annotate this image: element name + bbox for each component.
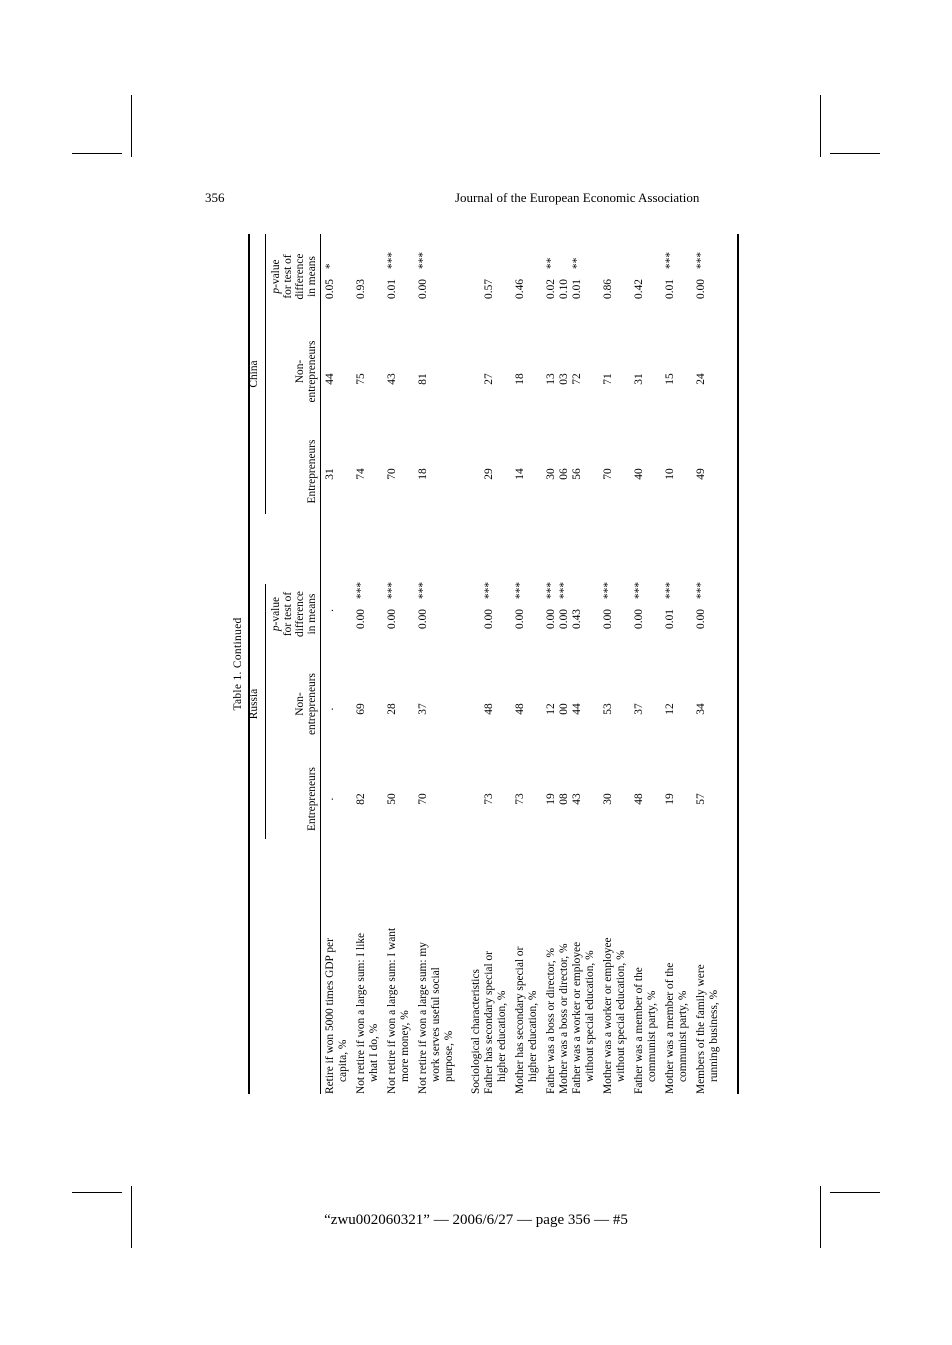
china-non-entrepreneurs-header-line: entrepreneurs (306, 340, 318, 403)
russia-pvalue: 0.00 (514, 609, 526, 629)
row-label-line: what I do, % (368, 1023, 380, 1082)
row-label-line: without special education, % (584, 950, 596, 1082)
china-pvalue: 0.86 (602, 279, 614, 299)
china-non-entrepreneurs-value: 15 (664, 373, 676, 385)
row-label-line: Not retire if won a large sum: my (417, 942, 429, 1094)
china-pvalue: 0.00 (695, 279, 707, 299)
china-non-entrepreneurs-value: 44 (324, 373, 336, 385)
russia-entrepreneurs-value: 73 (514, 793, 526, 805)
china-significance: ** (545, 257, 557, 269)
row-label-line: Mother has secondary special or (514, 946, 526, 1094)
russia-non-entrepreneurs-header-line: Non- (294, 692, 306, 716)
russia-significance: *** (664, 581, 676, 599)
russia-non-entrepreneurs-value: 44 (571, 703, 583, 715)
row-label-line: Mother was a boss or director, % (558, 943, 570, 1094)
china-entrepreneurs-header (268, 424, 318, 519)
china-pvalue-header-line: for test of (282, 254, 294, 299)
bottom-rule (737, 234, 739, 1094)
china-entrepreneurs-value: 49 (695, 468, 707, 480)
china-entrepreneurs-value: 18 (417, 468, 429, 480)
crop-mark (820, 95, 821, 157)
china-non-entrepreneurs-value: 43 (386, 373, 398, 385)
crop-mark (830, 153, 880, 154)
china-pvalue: 0.10 (558, 279, 570, 299)
russia-non-entrepreneurs-value: 69 (355, 703, 367, 715)
russia-non-entrepreneurs-value: 48 (514, 703, 526, 715)
row-label (355, 859, 381, 1094)
china-pvalue: 0.01 (664, 279, 676, 299)
china-pvalue-header-line: p-value (270, 259, 282, 294)
china-pvalue: 0.05 (324, 279, 336, 299)
row-label (324, 859, 350, 1094)
row-label-line: communist party, % (646, 990, 658, 1082)
p-italic: p (270, 625, 282, 632)
russia-significance: *** (545, 581, 557, 599)
page-footer: “zwu002060321” — 2006/6/27 — page 356 — #5 (324, 1212, 628, 1228)
russia-rule (265, 584, 266, 839)
russia-entrepreneurs-value: . (324, 797, 336, 801)
crop-mark (830, 1192, 880, 1193)
row-label-line: work serves useful social (430, 967, 442, 1082)
crop-mark (131, 95, 132, 157)
russia-entrepreneurs-value: 19 (664, 793, 676, 805)
china-non-entrepreneurs-value: 72 (571, 373, 583, 385)
row-label (483, 859, 509, 1094)
china-pvalue: 0.57 (483, 279, 495, 299)
russia-non-entrepreneurs-header (268, 659, 318, 749)
china-entrepreneurs-value: 70 (602, 468, 614, 480)
russia-non-entrepreneurs-value: 37 (633, 703, 645, 715)
china-entrepreneurs-value: 10 (664, 468, 676, 480)
table-caption: Table 1. Continued (232, 617, 244, 711)
russia-entrepreneurs-value: 48 (633, 793, 645, 805)
russia-entrepreneurs-value: 57 (695, 793, 707, 805)
russia-non-entrepreneurs-value: 00 (558, 703, 570, 715)
china-non-entrepreneurs-value: 18 (514, 373, 526, 385)
russia-non-entrepreneurs-value: 28 (386, 703, 398, 715)
row-label-line: higher education, % (527, 990, 539, 1082)
china-significance: * (324, 263, 336, 269)
row-label-line: Mother was a worker or employee (602, 937, 614, 1094)
rotated-table (232, 234, 742, 1094)
china-pvalue: 0.93 (355, 279, 367, 299)
row-label-line: Father was a worker or employee (571, 941, 583, 1094)
russia-pvalue: 0.00 (602, 609, 614, 629)
china-significance: *** (417, 251, 429, 269)
russia-pvalue: 0.00 (558, 609, 570, 629)
row-label-line: more money, % (399, 1010, 411, 1082)
china-entrepreneurs-value: 14 (514, 468, 526, 480)
china-entrepreneurs-value: 56 (571, 468, 583, 480)
russia-non-entrepreneurs-header-line: entrepreneurs (306, 673, 318, 735)
russia-entrepreneurs-value: 70 (417, 793, 429, 805)
row-label (514, 859, 540, 1094)
china-significance: *** (386, 251, 398, 269)
section-heading: Sociological characteristics (470, 969, 482, 1094)
china-pvalue-header (268, 234, 318, 319)
row-label (571, 859, 597, 1094)
russia-pvalue-header-line: difference (294, 591, 306, 637)
russia-pvalue-header-line: in means (306, 593, 318, 635)
russia-pvalue-header-line: for test of (282, 591, 294, 637)
russia-pvalue: 0.43 (571, 609, 583, 629)
china-non-entrepreneurs-value: 71 (602, 373, 614, 385)
russia-significance: *** (386, 581, 398, 599)
russia-pvalue: 0.00 (633, 609, 645, 629)
row-label-line: Not retire if won a large sum: I like (355, 932, 367, 1094)
russia-pvalue: 0.00 (355, 609, 367, 629)
page-number: 356 (205, 190, 225, 205)
row-label (602, 859, 628, 1094)
row-label-line: capita, % (337, 1039, 349, 1082)
row-label-line: communist party, % (677, 990, 689, 1082)
china-pvalue-header-line: difference (294, 253, 306, 300)
russia-significance: *** (417, 581, 429, 599)
china-non-entrepreneurs-value: 81 (417, 373, 429, 385)
china-significance: *** (695, 251, 707, 269)
china-pvalue: 0.46 (514, 279, 526, 299)
russia-non-entrepreneurs-value: 12 (664, 703, 676, 715)
row-label-line: Mother was a member of the (664, 962, 676, 1094)
china-non-entrepreneurs-value: 03 (558, 373, 570, 385)
china-entrepreneurs-value: 70 (386, 468, 398, 480)
country-china: China (248, 360, 260, 388)
russia-pvalue-header (268, 569, 318, 659)
table-content (232, 234, 742, 1094)
row-label-line: running business, % (708, 989, 720, 1082)
russia-significance: *** (514, 581, 526, 599)
russia-pvalue: 0.00 (545, 609, 557, 629)
china-pvalue: 0.01 (386, 279, 398, 299)
p-italic: p (270, 287, 282, 294)
russia-entrepreneurs-value: 73 (483, 793, 495, 805)
russia-entrepreneurs-header-line: Entrepreneurs (306, 767, 318, 831)
china-significance: ** (571, 257, 583, 269)
china-non-entrepreneurs-value: 31 (633, 373, 645, 385)
row-label (633, 859, 659, 1094)
china-entrepreneurs-value: 06 (558, 468, 570, 480)
russia-non-entrepreneurs-value: 48 (483, 703, 495, 715)
russia-non-entrepreneurs-value: 12 (545, 703, 557, 715)
china-non-entrepreneurs-header (268, 324, 318, 419)
journal-title: Journal of the European Economic Association (455, 190, 700, 205)
row-label (417, 859, 456, 1094)
row-label-line: purpose, % (443, 1030, 455, 1082)
russia-entrepreneurs-value: 43 (571, 793, 583, 805)
russia-pvalue: 0.00 (483, 609, 495, 629)
china-entrepreneurs-header-line: Entrepreneurs (306, 439, 318, 504)
country-russia: Russia (248, 688, 260, 720)
russia-significance: *** (633, 581, 645, 599)
china-entrepreneurs-value: 30 (545, 468, 557, 480)
china-entrepreneurs-value: 40 (633, 468, 645, 480)
row-label-line: Father was a boss or director, % (545, 948, 557, 1094)
china-pvalue: 0.02 (545, 279, 557, 299)
header-rule (320, 234, 321, 1094)
china-entrepreneurs-value: 31 (324, 468, 336, 480)
row-label-line: Members of the family were (695, 964, 707, 1094)
china-non-entrepreneurs-header-line: Non- (294, 359, 306, 384)
row-label (695, 859, 721, 1094)
china-entrepreneurs-value: 74 (355, 468, 367, 480)
russia-pvalue: 0.00 (695, 609, 707, 629)
russia-pvalue-header-line: p-value (270, 596, 282, 632)
china-pvalue-header-line: in means (306, 256, 318, 297)
row-label-line: Not retire if won a large sum: I want (386, 927, 398, 1094)
row-label-line: without special education, % (615, 950, 627, 1082)
row-label (386, 859, 412, 1094)
china-significance: *** (664, 251, 676, 269)
russia-entrepreneurs-value: 30 (602, 793, 614, 805)
row-label-line: higher education, % (496, 990, 508, 1082)
russia-non-entrepreneurs-value: 37 (417, 703, 429, 715)
crop-mark (72, 1192, 122, 1193)
china-rule (265, 234, 266, 514)
russia-significance: *** (483, 581, 495, 599)
china-non-entrepreneurs-value: 24 (695, 373, 707, 385)
china-pvalue: 0.00 (417, 279, 429, 299)
russia-pvalue: 0.00 (417, 609, 429, 629)
russia-significance: *** (355, 581, 367, 599)
china-entrepreneurs-value: 29 (483, 468, 495, 480)
china-non-entrepreneurs-value: 75 (355, 373, 367, 385)
row-label (558, 859, 571, 1094)
russia-pvalue: 0.00 (386, 609, 398, 629)
russia-significance: *** (695, 581, 707, 599)
china-non-entrepreneurs-value: 13 (545, 373, 557, 385)
row-label (664, 859, 690, 1094)
row-label-line: Father has secondary special or (483, 951, 495, 1094)
russia-significance: *** (602, 581, 614, 599)
russia-pvalue: 0.01 (664, 609, 676, 629)
row-label (545, 859, 558, 1094)
row-label-line: Father was a member of the (633, 967, 645, 1094)
russia-non-entrepreneurs-value: 34 (695, 703, 707, 715)
china-pvalue: 0.01 (571, 279, 583, 299)
china-non-entrepreneurs-value: 27 (483, 373, 495, 385)
russia-entrepreneurs-header (268, 754, 318, 844)
russia-non-entrepreneurs-value: 53 (602, 703, 614, 715)
row-label-line: Retire if won 5000 times GDP per (324, 938, 336, 1094)
russia-significance: *** (558, 581, 570, 599)
russia-pvalue: . (324, 609, 336, 612)
russia-entrepreneurs-value: 50 (386, 793, 398, 805)
russia-entrepreneurs-value: 82 (355, 793, 367, 805)
russia-entrepreneurs-value: 19 (545, 793, 557, 805)
russia-non-entrepreneurs-value: . (324, 707, 336, 711)
crop-mark (72, 153, 122, 154)
china-pvalue: 0.42 (633, 279, 645, 299)
russia-entrepreneurs-value: 08 (558, 793, 570, 805)
